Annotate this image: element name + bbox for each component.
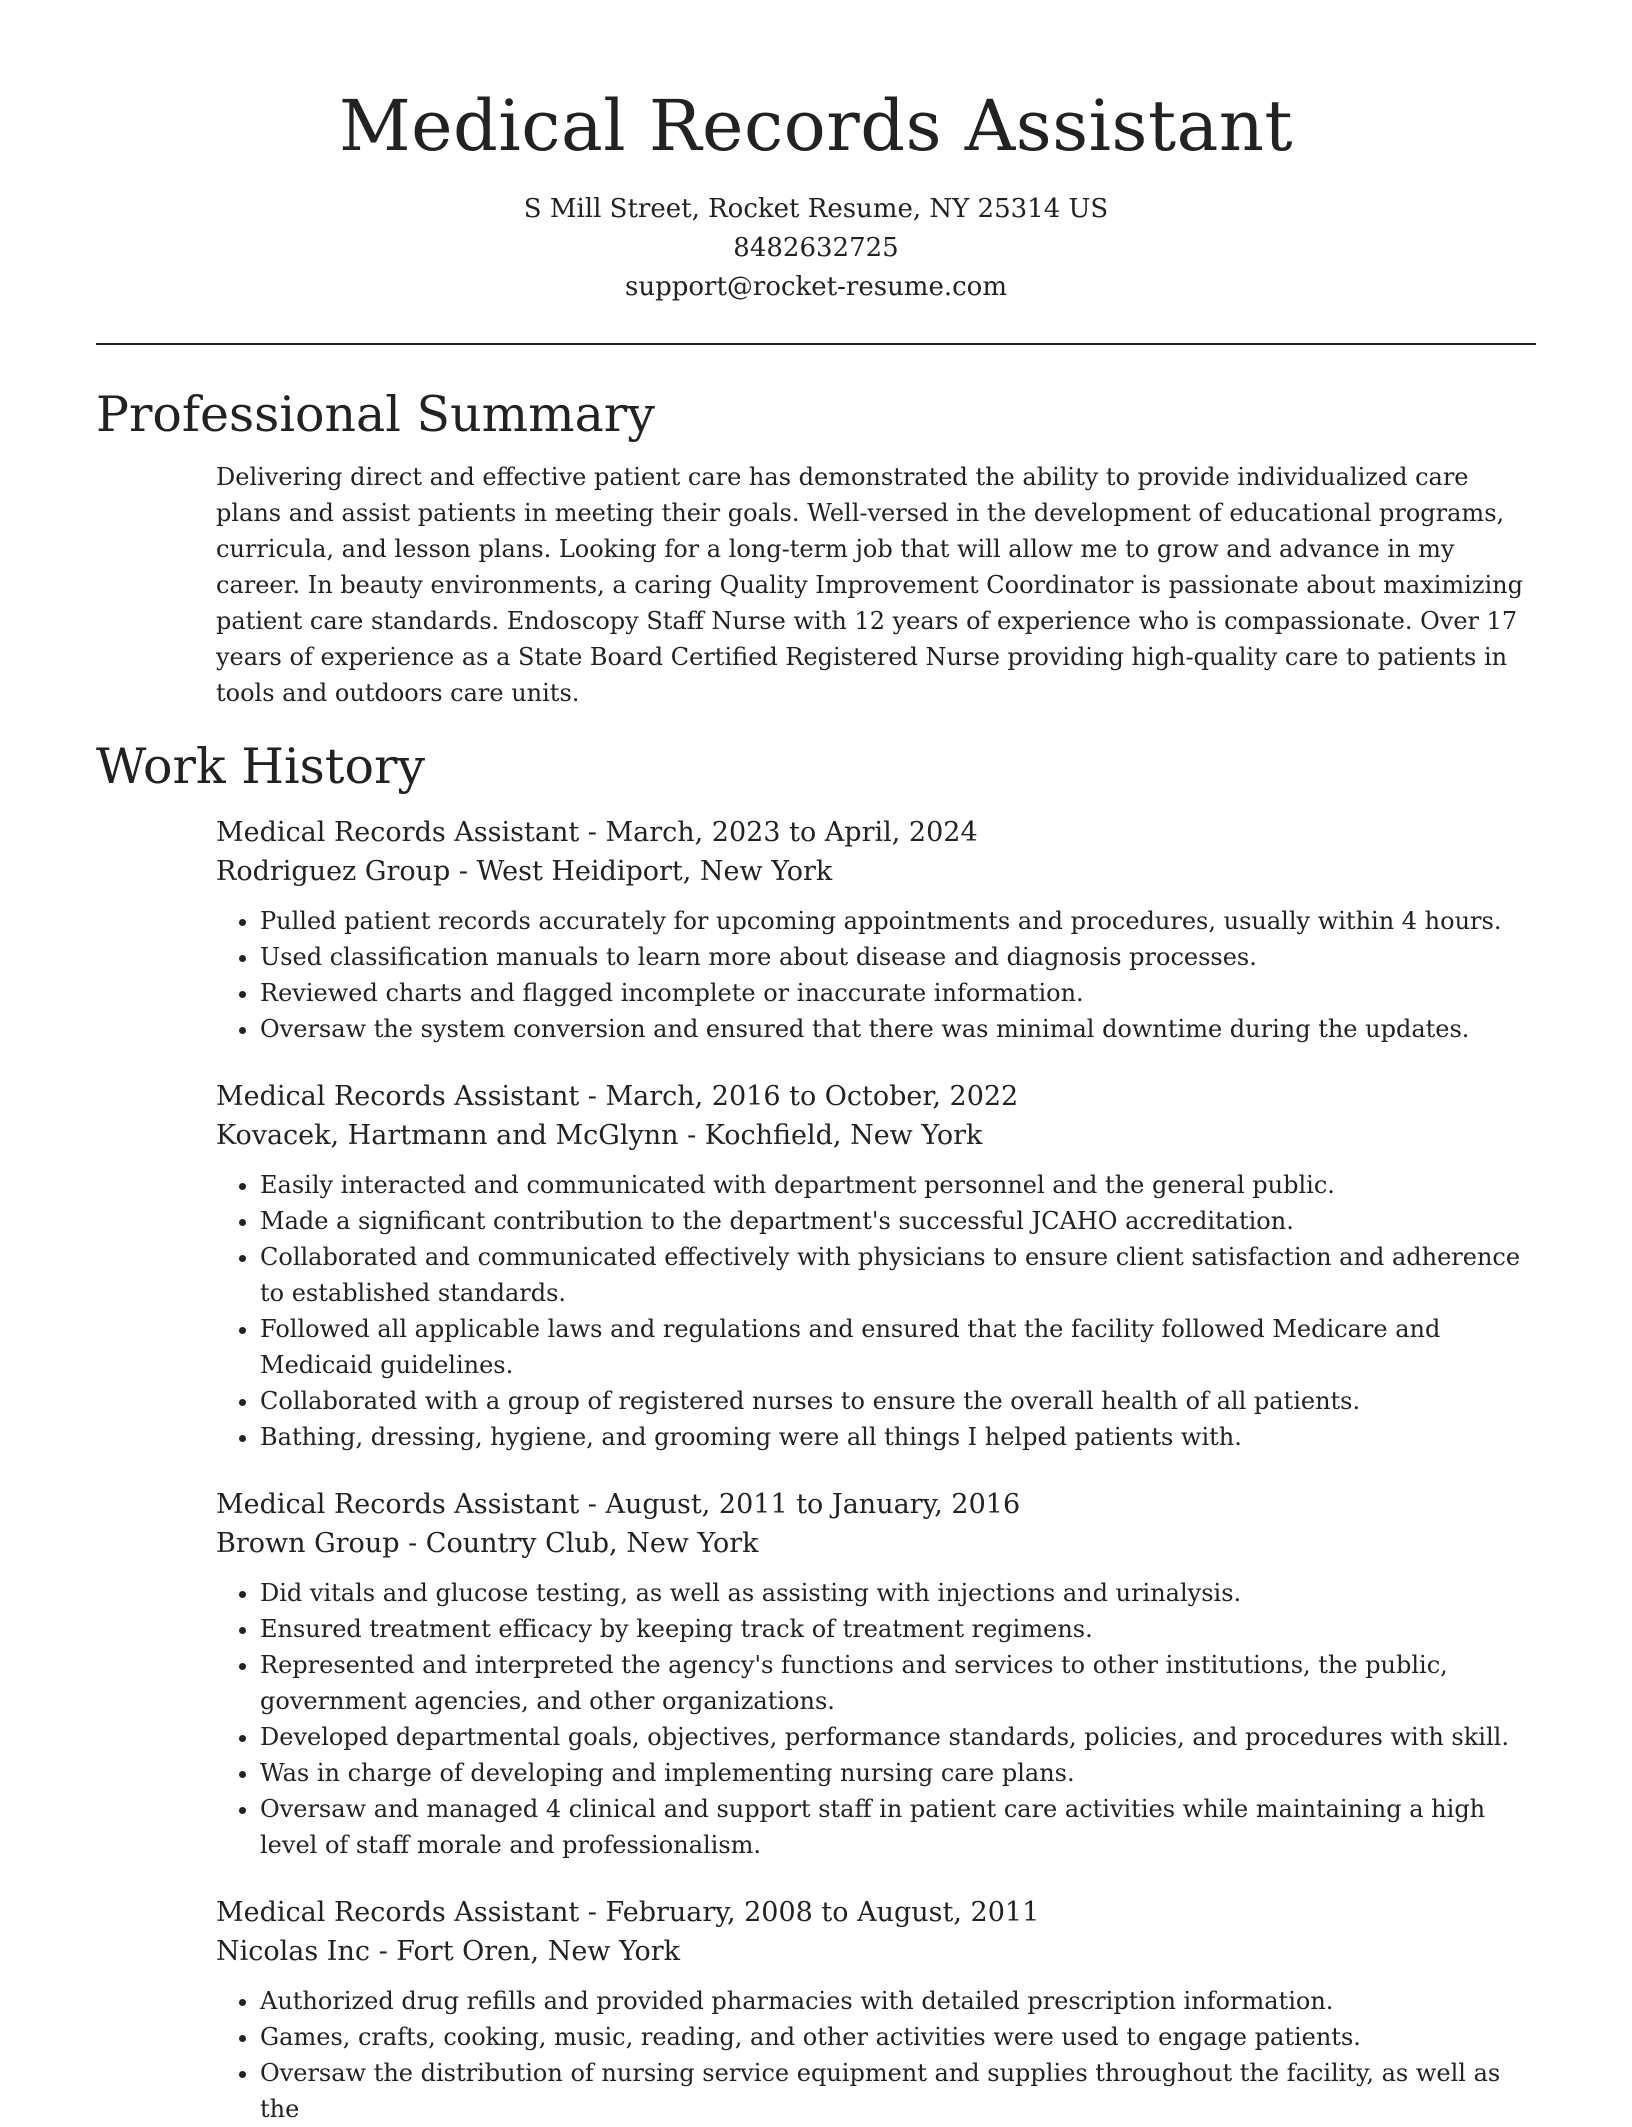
list-item: • Collaborated and communicated effectively with physicians to ensure client satisfaction and adherence to established standards. xyxy=(260,1239,1536,1311)
list-item: • Oversaw and managed 4 clinical and support staff in patient care activities while maintaining a high level of staff morale and professionalism. xyxy=(260,1791,1536,1863)
list-item: • Oversaw the distribution of nursing service equipment and supplies throughout the facility, as well as the xyxy=(260,2055,1536,2127)
job-bullets xyxy=(216,1575,1536,1863)
job-role: Medical Records Assistant xyxy=(216,1081,580,1112)
job-role: Medical Records Assistant xyxy=(216,1489,580,1520)
job-role: Medical Records Assistant xyxy=(216,1897,580,1928)
job-title-line xyxy=(216,1077,1536,1116)
resume-page xyxy=(96,0,1536,2127)
job-entry xyxy=(216,813,1536,1047)
job-dates: - August, 2011 to January, 2016 xyxy=(579,1489,1021,1520)
work-history-heading: Work History xyxy=(96,738,426,795)
resume-header xyxy=(96,0,1536,307)
job-dates: - February, 2008 to August, 2011 xyxy=(579,1897,1040,1928)
job-dates: - March, 2023 to April, 2024 xyxy=(579,817,978,848)
list-item: • Reviewed charts and flagged incomplete or inaccurate information. xyxy=(260,975,1536,1011)
job-location: - Fort Oren, New York xyxy=(369,1936,680,1967)
job-location: - Kochfield, New York xyxy=(678,1120,983,1151)
job-entry xyxy=(216,1893,1536,2127)
job-role: Medical Records Assistant xyxy=(216,817,580,848)
job-bullets xyxy=(216,1167,1536,1455)
job-company: Kovacek, Hartmann and McGlynn xyxy=(216,1120,679,1151)
contact-address: S Mill Street, Rocket Resume, NY 25314 US xyxy=(523,194,1109,224)
list-item: • Games, crafts, cooking, music, reading, and other activities were used to engage patients. xyxy=(260,2019,1536,2055)
job-dates: - March, 2016 to October, 2022 xyxy=(579,1081,1019,1112)
job-company-line xyxy=(216,1524,1536,1563)
job-entry xyxy=(216,1485,1536,1863)
list-item: • Oversaw the system conversion and ensured that there was minimal downtime during the updates. xyxy=(260,1011,1536,1047)
job-company-line xyxy=(216,1116,1536,1155)
job-title-line xyxy=(216,1485,1536,1524)
job-title-line xyxy=(216,1893,1536,1932)
list-item: • Was in charge of developing and implementing nursing care plans. xyxy=(260,1755,1536,1791)
job-company: Brown Group xyxy=(216,1528,400,1559)
list-item: • Pulled patient records accurately for upcoming appointments and procedures, usually within 4 hours. xyxy=(260,903,1536,939)
list-item: • Bathing, dressing, hygiene, and grooming were all things I helped patients with. xyxy=(260,1419,1536,1455)
job-company-line xyxy=(216,852,1536,891)
contact-email: support@rocket-resume.com xyxy=(624,272,1007,302)
job-company: Nicolas Inc xyxy=(216,1936,370,1967)
job-title-line xyxy=(216,813,1536,852)
job-location: - West Heidiport, New York xyxy=(450,856,833,887)
list-item: • Authorized drug refills and provided pharmacies with detailed prescription information. xyxy=(260,1983,1536,2019)
list-item: • Used classification manuals to learn more about disease and diagnosis processes. xyxy=(260,939,1536,975)
list-item: • Developed departmental goals, objectives, performance standards, policies, and procedures with skill. xyxy=(260,1719,1536,1755)
job-entry xyxy=(216,1077,1536,1455)
contact-phone: 8482632725 xyxy=(733,233,899,263)
list-item: • Made a significant contribution to the department's successful JCAHO accreditation. xyxy=(260,1203,1536,1239)
summary-heading: Professional Summary xyxy=(96,386,655,443)
list-item: • Easily interacted and communicated with department personnel and the general public. xyxy=(260,1167,1536,1203)
job-bullets xyxy=(216,903,1536,1047)
header-divider xyxy=(96,343,1536,345)
list-item: • Did vitals and glucose testing, as well as assisting with injections and urinalysis. xyxy=(260,1575,1536,1611)
job-bullets xyxy=(216,1983,1536,2127)
list-item: • Followed all applicable laws and regulations and ensured that the facility followed Medicare and Medicaid guidelines. xyxy=(260,1311,1536,1383)
page-title: Medical Records Assistant xyxy=(338,85,1294,167)
job-location: - Country Club, New York xyxy=(399,1528,759,1559)
list-item: • Ensured treatment efficacy by keeping track of treatment regimens. xyxy=(260,1611,1536,1647)
list-item: • Collaborated with a group of registered nurses to ensure the overall health of all patients. xyxy=(260,1383,1536,1419)
job-company: Rodriguez Group xyxy=(216,856,451,887)
work-history-list xyxy=(216,813,1536,2127)
job-company-line xyxy=(216,1932,1536,1971)
summary-text: Delivering direct and effective patient care has demonstrated the ability to provide individualized care plans and assist patients in meeting their goals. Well-versed in the development of educational programs, curricula, and lesson plans. Looking for a long-term job that will allow me to grow and advance in my career. In beauty environments, a caring Quality Improvement Coordinator is passionate about maximizing patient care standards. Endoscopy Staff Nurse with 12 years of experience who is compassionate. Over 17 years of experience as a State Board Certified Registered Nurse providing high-quality care to patients in tools and outdoors care units. xyxy=(216,463,1523,707)
list-item: • Represented and interpreted the agency's functions and services to other institutions, the public, government agencies, and other organizations. xyxy=(260,1647,1536,1719)
